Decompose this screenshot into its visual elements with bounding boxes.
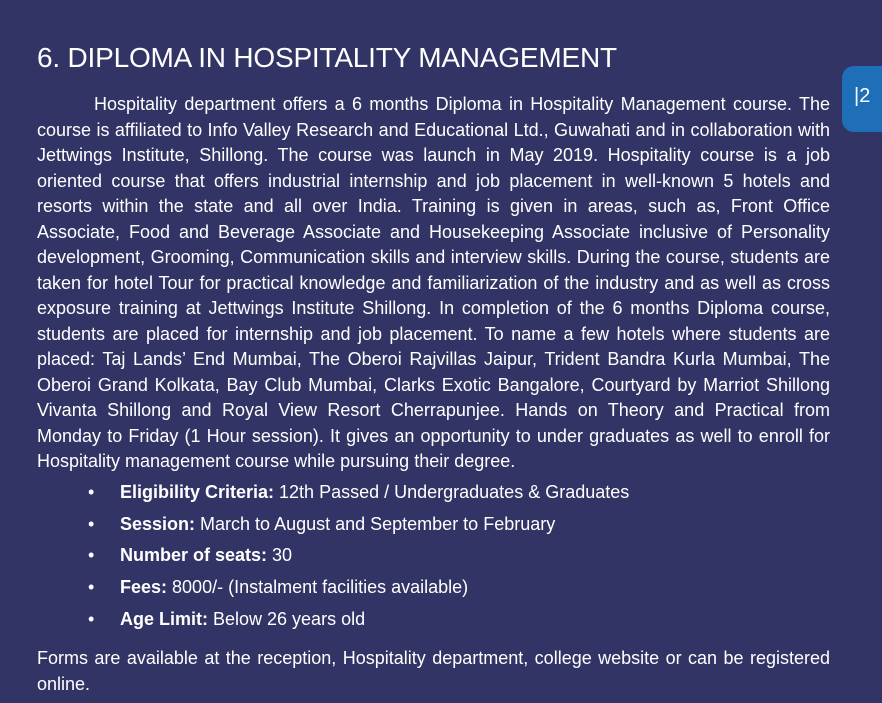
- detail-value: March to August and September to February: [195, 513, 556, 534]
- detail-label: Eligibility Criteria:: [120, 482, 275, 502]
- bullet-icon: •: [88, 513, 95, 534]
- details-list: [37, 480, 830, 638]
- section-heading: 6. DIPLOMA IN HOSPITALITY MANAGEMENT: [37, 42, 617, 73]
- detail-value: 12th Passed / Undergraduates & Graduates: [274, 482, 630, 502]
- bullet-icon: •: [88, 608, 95, 629]
- detail-label: Session:: [120, 513, 196, 534]
- side-tab-icon: |2: [854, 85, 871, 107]
- side-tab-button[interactable]: [842, 66, 882, 132]
- intro-paragraph: Hospitality department offers a 6 months Diploma in Hospitality Management course. The course is affiliated to Info Valley Research and Educational Ltd., Guwahati and in collaboration with Jettwings Institute, Shillong. The course was launch in May 2019. Hospitality course is a job oriented course that offers industrial internship and job placement in well-known 5 hotels and resorts within the state and all over India. Training is given in areas, such as, Front Office Associate, Food and Beverage Associate and Housekeeping Associate inclusive of Personality development, Grooming, Communication skills and interview skills. During the course, students are taken for hotel Tour for practical knowledge and familiarization of the industry and as well as cross exposure training at Jettwings Institute Shillong. In completion of the 6 months Diploma course, students are placed for internship and job placement. To name a few hotels where students are placed: Taj Lands’ End Mumbai, The Oberoi Rajvillas Jaipur, Trident Bandra Kurla Mumbai, The Oberoi Grand Kolkata, Bay Club Mumbai, Clarks Exotic Bangalore, Courtyard by Marriot Shillong Vivanta Shillong and Royal View Resort Cherrapunjee. Hands on Theory and Practical from Monday to Friday (1 Hour session). It gives an opportunity to under graduates as well to enroll for Hospitality management course while pursuing their degree.: [37, 94, 830, 471]
- detail-value: 8000/- (Instalment facilities available): [167, 577, 469, 598]
- bullet-icon: •: [88, 545, 95, 566]
- bullet-icon: •: [88, 482, 95, 502]
- detail-session: [37, 512, 830, 544]
- detail-seats: [37, 543, 830, 575]
- detail-label: Age Limit:: [120, 608, 208, 629]
- detail-eligibility: [37, 480, 830, 512]
- detail-age-limit: [37, 607, 830, 639]
- detail-label: Number of seats:: [120, 545, 268, 566]
- closing-paragraph: Forms are available at the reception, Hospitality department, college website or can be registered online.: [37, 648, 830, 694]
- bullet-icon: •: [88, 577, 95, 598]
- detail-label: Fees:: [120, 577, 168, 598]
- detail-fees: [37, 575, 830, 607]
- detail-value: Below 26 years old: [208, 608, 366, 629]
- detail-value: 30: [267, 545, 293, 566]
